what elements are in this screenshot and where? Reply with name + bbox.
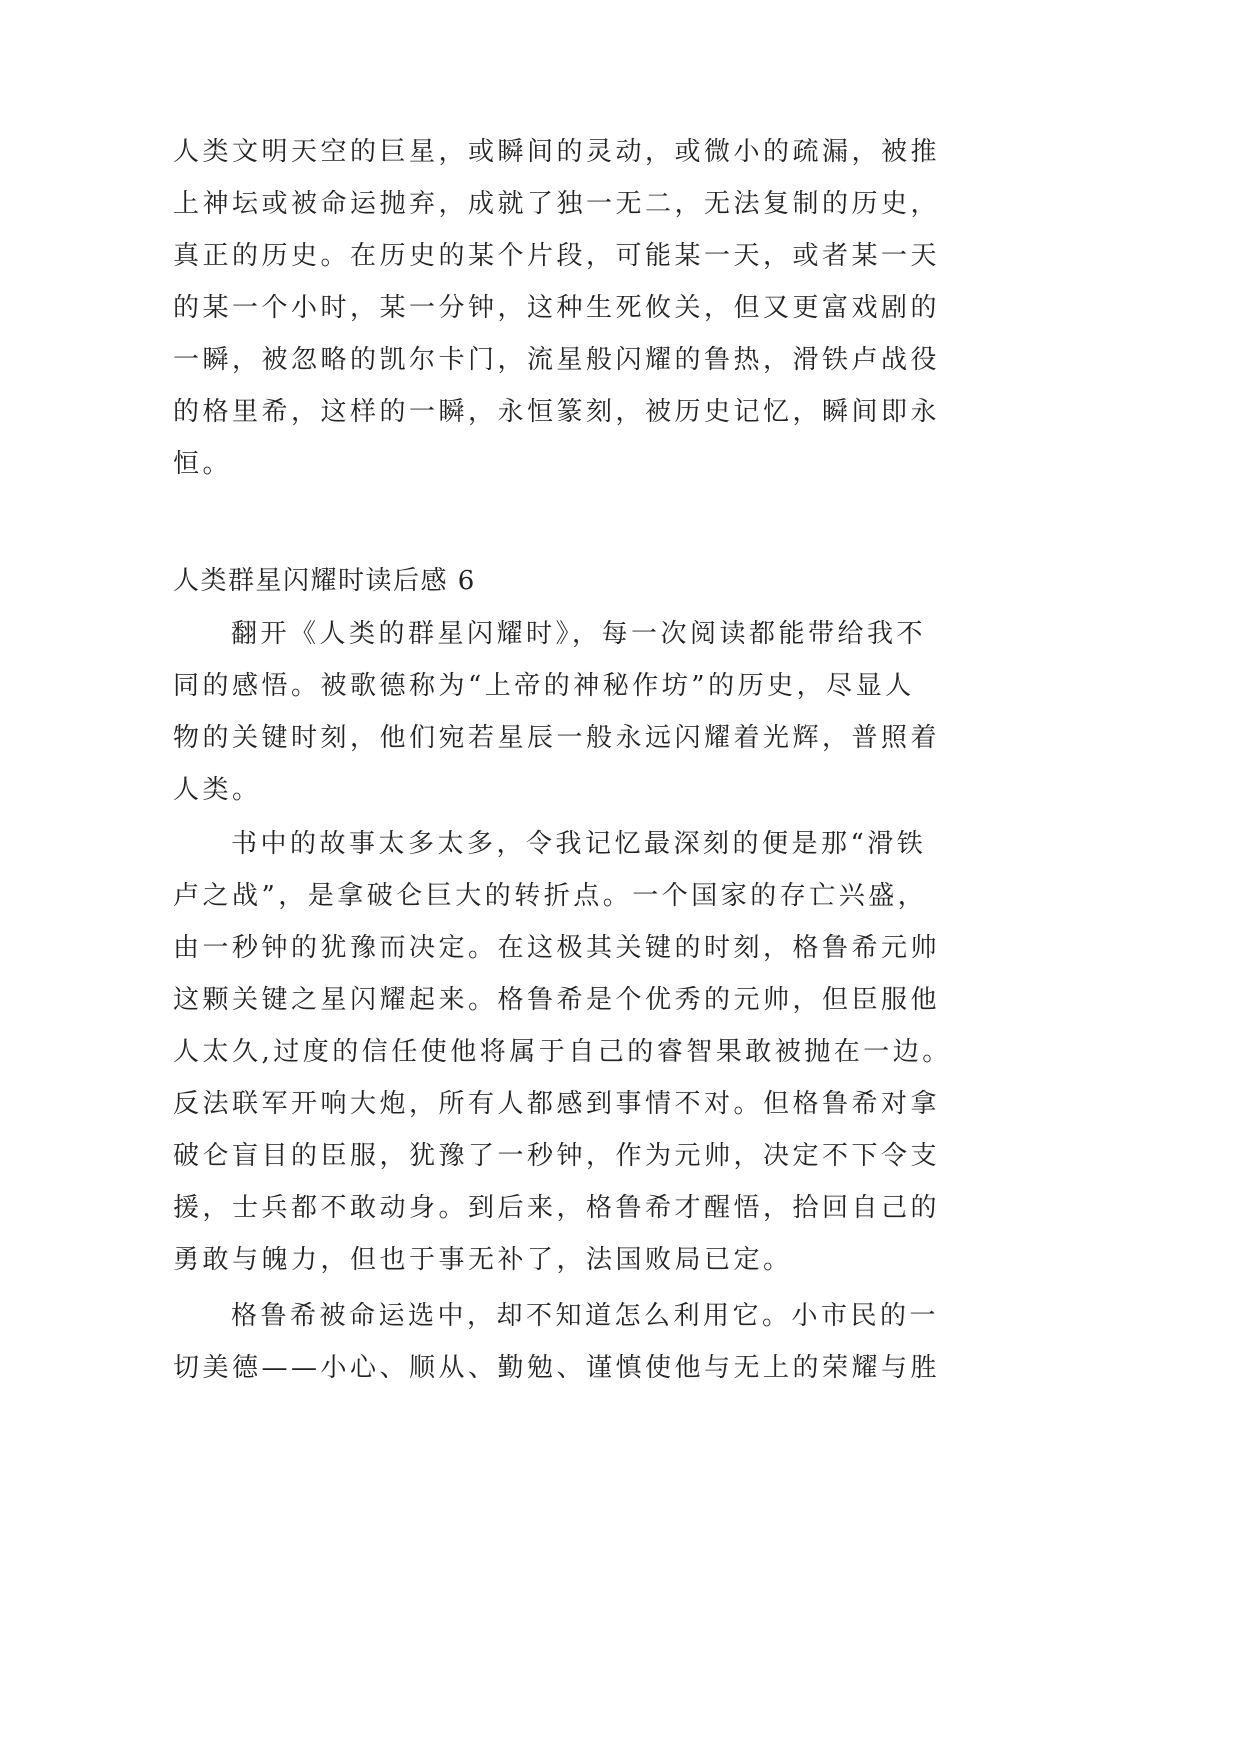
paragraph-1-line-6: 的格里希，这样的一瞬，永恒篆刻，被历史记忆，瞬间即永 [173, 397, 941, 427]
paragraph-1-line-5: 一瞬，被忽略的凯尔卡门，流星般闪耀的鲁热，滑铁卢战役 [173, 345, 941, 375]
heading-text: 人类群星闪耀时读后感 6 [173, 566, 476, 596]
paragraph-3-line-3: 由一秒钟的犹豫而决定。在这极其关键的时刻，格鲁希元帅 [173, 933, 941, 963]
paragraph-2-line-2: 同的感悟。被歌德称为“上帝的神秘作坊”的历史，尽显人 [173, 671, 915, 701]
paragraph-1-line-7: 恒。 [173, 449, 233, 479]
paragraph-3-line-7: 破仑盲目的臣服，犹豫了一秒钟，作为元帅，决定不下令支 [173, 1141, 941, 1171]
paragraph-4-line-1: 格鲁希被命运选中，却不知道怎么利用它。小市民的一 [231, 1301, 940, 1331]
paragraph-1-line-3: 真正的历史。在历史的某个片段，可能某一天，或者某一天 [173, 241, 941, 271]
paragraph-2-line-3: 物的关键时刻，他们宛若星辰一般永远闪耀着光辉，普照着 [173, 723, 941, 753]
paragraph-1 [173, 126, 948, 490]
section-heading [173, 555, 948, 607]
paragraph-2 [173, 608, 948, 816]
paragraph-4 [173, 1290, 948, 1394]
paragraph-1-line-4: 的某一个小时，某一分钟，这种生死攸关，但又更富戏剧的 [173, 293, 941, 323]
paragraph-3-line-4: 这颗关键之星闪耀起来。格鲁希是个优秀的元帅，但臣服他 [173, 985, 941, 1015]
paragraph-3-line-2: 卢之战”，是拿破仑巨大的转折点。一个国家的存亡兴盛， [173, 881, 928, 911]
paragraph-3-line-1: 书中的故事太多太多，令我记忆最深刻的便是那“滑铁 [231, 829, 927, 859]
paragraph-3 [173, 818, 952, 1286]
paragraph-2-line-1: 翻开《人类的群星闪耀时》，每一次阅读都能带给我不 [231, 619, 927, 649]
paragraph-3-line-8: 援，士兵都不敢动身。到后来，格鲁希才醒悟，拾回自己的 [173, 1193, 941, 1223]
paragraph-1-line-1: 人类文明天空的巨星，或瞬间的灵动，或微小的疏漏，被推 [173, 137, 941, 167]
paragraph-3-line-5: 人太久,过度的信任使他将属于自己的睿智果敢被抛在一边。 [173, 1037, 952, 1067]
paragraph-3-line-6: 反法联军开响大炮，所有人都感到事情不对。但格鲁希对拿 [173, 1089, 941, 1119]
paragraph-1-line-2: 上神坛或被命运抛弃，成就了独一无二，无法复制的历史， [173, 189, 941, 219]
paragraph-3-line-9: 勇敢与魄力，但也于事无补了，法国败局已定。 [173, 1245, 793, 1275]
paragraph-4-line-2: 切美德——小心、顺从、勤勉、谨慎使他与无上的荣耀与胜 [173, 1353, 941, 1383]
paragraph-2-line-4: 人类。 [173, 775, 262, 805]
